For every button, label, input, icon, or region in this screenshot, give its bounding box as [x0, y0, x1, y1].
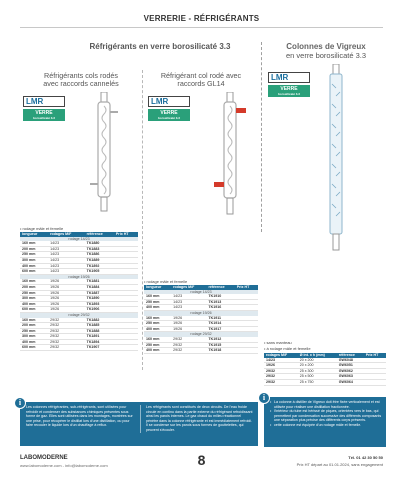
footer-price-note: Prix HT départ au 01.01.2024, sans engagement [296, 462, 383, 467]
table-row: 200 mm 14/23 TK1883 [20, 246, 138, 252]
product2-table: longueur rodages M/F référence Prix HT rodage 14/23 160 mm 14/23 TK1910 250 mm 14/23 TK1913 400 mm 14/23 TK1916 rodage 19/26 160 mm 19/26 TK1911 250 mm 19/26 TK1914 400 mm 19/26 TK1917 rodage 29/32 160 mm 29/32 TK1912 250 mm 29/32 TK1915 400 mm 29/32 TK1918 [144, 285, 258, 354]
table-row: 29/32 25 x 500 GW6063 [264, 374, 386, 380]
table-row: 250 mm 14/23 TK1913 [144, 299, 258, 305]
table-row: 400 mm 14/23 TK1916 [144, 305, 258, 311]
section-divider [261, 42, 262, 232]
product2-title: Réfrigérant col rodé avec raccords GL14 [160, 71, 242, 89]
lmr-logo [268, 72, 310, 97]
info-vigreux-1: • La colonne à distiller de Vigreux doit être fixée verticalement et est utilisée pour réaliser une distillation fractionnée. [270, 400, 382, 409]
vigreux-column-image [325, 64, 347, 254]
footer-logo: LABOMODERNE [20, 455, 68, 461]
product1-table: longueur rodages M/F référence Prix HT rodage 14/23 160 mm 14/23 TK1880 200 mm 14/23 TK1883 250 mm 14/23 TK1886 300 mm 14/23 TK1889 400 mm 14/23 TK1892 600 mm 14/23 TK1905 rodage 19/26 160 mm 19/26 TK1881 200 mm 19/26 TK1884 250 mm 19/26 TK1887 300 mm 19/26 TK1890 400 mm 19/26 TK1893 600 mm 19/26 TK1906 rodage 29/32 160 mm 29/32 TK1882 200 mm 29/32 TK1885 250 mm 29/32 TK1888 300 mm 29/32 TK1891 400 mm 29/32 TK1894 600 mm 29/32 TK1907 [20, 232, 138, 351]
table-row: 250 mm 19/26 TK1914 [144, 321, 258, 327]
lmr-logo [23, 96, 65, 121]
footer-website[interactable]: www.labomoderne.com - info@labomoderne.com [20, 463, 108, 468]
table-row: 600 mm 14/23 TK1905 [20, 269, 138, 275]
info-box-refrigerants [20, 402, 258, 446]
lmr-logo [148, 96, 190, 121]
table-row: 160 mm 29/32 TK1912 [144, 337, 258, 342]
table-row: 250 mm 29/32 TK1888 [20, 328, 138, 334]
table-row: 200 mm 29/32 TK1885 [20, 323, 138, 329]
product1-bullet: • rodage mâle et femelle [20, 226, 64, 231]
table-row: 19/26 20 x 200 GW6051 [264, 363, 386, 369]
page-header [20, 8, 383, 28]
table-row: 400 mm 19/26 TK1893 [20, 301, 138, 307]
table-row: 29/32 25 x 300 GW6062 [264, 368, 386, 374]
page-number: 8 [197, 452, 206, 468]
product1-title: Réfrigérants cols rodés avec raccords cannelés [43, 71, 119, 89]
section-title-refrigerants: Réfrigérants en verre borosilicaté 3.3 [89, 42, 231, 51]
table-row: 250 mm 19/26 TK1887 [20, 290, 138, 296]
page-title: VERRERIE - RÉFRIGÉRANTS [143, 14, 260, 23]
info-text-1: Les colonnes réfrigérantes, sub-réfrigérants, sont utilisées pour refroidir et condenser des substances chimiques présentes sous forme de gaz. Elles sont utilisées dans les montages, montrées sur une prise, pour récupérer le distillat lors d'une distillation, ou pour faire recouler le liquide lors d'un chauffage à reflux. [26, 405, 133, 428]
table-row: 300 mm 19/26 TK1890 [20, 296, 138, 302]
product3-table: rodages M/F Ø int. x h (mm) référence Prix HT 14/23 20 x 200 GW6048 19/26 20 x 200 GW6051 29/32 25 x 300 GW6062 29/32 25 x 500 GW6063 29/32 25 x 750 GW6064 [264, 353, 386, 386]
product3-bullet-2: • à rodage mâle et femelle [264, 346, 311, 351]
lmr-logo-text: LMR [148, 96, 190, 107]
section-title-vigreux: Colonnes de Vigreux [286, 42, 366, 51]
table-row: 300 mm 29/32 TK1891 [20, 334, 138, 340]
verre-badge: VERRE borosilicaté 3.3 [148, 109, 190, 121]
table-row: 29/32 25 x 750 GW6064 [264, 379, 386, 385]
info-text-2: Les réfrigérants sont constitués de deux circuits. De l'eau froide circule en continu dans la partie externe du réfrigérant refroidissant ainsi les parois internes. Le gaz chaud du milieu réactionnel pénètre dans la colonne réfrigérante et est immédiatement refroidi. Il se condense sur les parois sous formes de gouttelettes, qui peuvent s'écouler. [140, 405, 254, 433]
footer-phone: Tél. 01 42 30 50 50 [348, 455, 383, 460]
info-box-vigreux [264, 397, 386, 447]
verre-badge: VERRE borosilicaté 3.3 [23, 109, 65, 121]
table-row: 400 mm 14/23 TK1892 [20, 263, 138, 269]
table-row: 160 mm 29/32 TK1882 [20, 318, 138, 323]
table-row: 400 mm 29/32 TK1894 [20, 339, 138, 345]
product2-bullet: • rodage mâle et femelle [144, 279, 188, 284]
table-row: 14/23 20 x 200 GW6048 [264, 358, 386, 363]
info-icon: i [14, 397, 26, 409]
table-row: 600 mm 19/26 TK1906 [20, 307, 138, 313]
column-divider [142, 70, 143, 370]
verre-badge: VERRE borosilicaté 3.3 [268, 85, 310, 97]
table-row: 160 mm 19/26 TK1881 [20, 279, 138, 284]
table-row: 160 mm 19/26 TK1911 [144, 316, 258, 321]
table-row: 300 mm 14/23 TK1889 [20, 257, 138, 263]
table-row: 600 mm 29/32 TK1907 [20, 345, 138, 351]
table-row: 400 mm 19/26 TK1917 [144, 326, 258, 332]
table-row: 160 mm 14/23 TK1910 [144, 294, 258, 299]
refrigerant-cannele-image [84, 92, 124, 217]
product3-bullet-1: • sans manteau [264, 340, 292, 345]
lmr-logo-text: LMR [23, 96, 65, 107]
lmr-logo-text: LMR [268, 72, 310, 83]
info-vigreux-3: • cette colonne est équipée d'un rodage mâle et femelle. [270, 423, 382, 428]
info-icon: i [258, 392, 270, 404]
section-subtitle-vigreux: en verre borosilicaté 3.3 [285, 51, 367, 60]
table-row: 250 mm 29/32 TK1915 [144, 342, 258, 348]
table-row: 200 mm 19/26 TK1884 [20, 284, 138, 290]
table-row: 160 mm 14/23 TK1880 [20, 241, 138, 246]
info-vigreux-2: • l'intérieur du tube est hérissé de piques, orientées vers le bas, qui permettent par condensation successive des différents composants une séparation plus précise des différents corps présents. [270, 409, 382, 423]
table-row: 400 mm 29/32 TK1918 [144, 348, 258, 354]
refrigerant-gl14-image [208, 92, 252, 220]
table-row: 250 mm 14/23 TK1886 [20, 252, 138, 258]
